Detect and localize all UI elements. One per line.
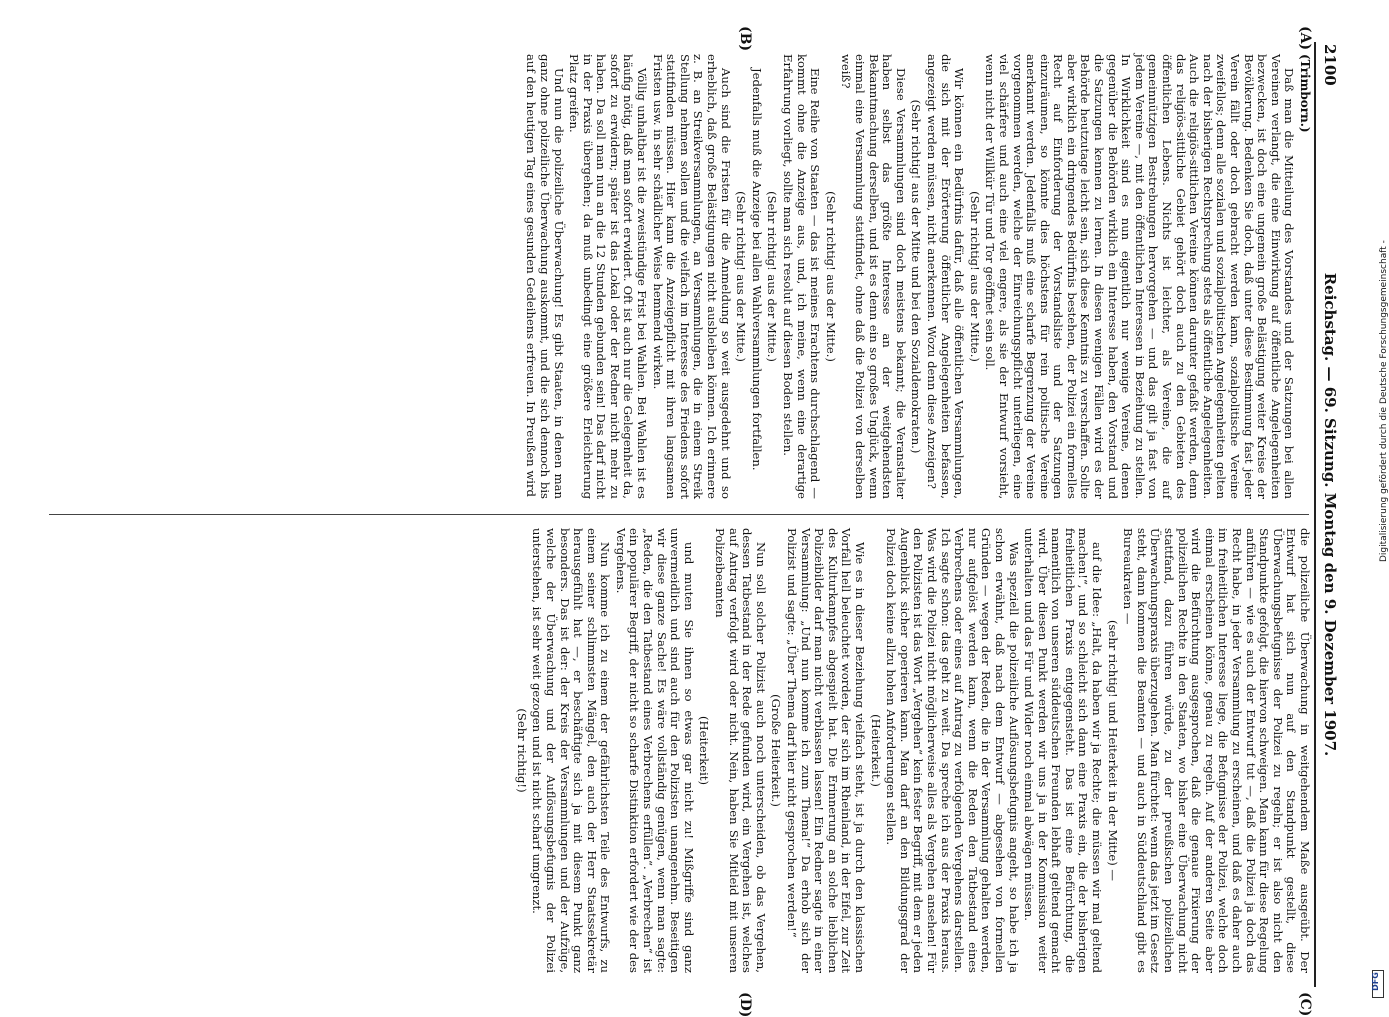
- left-column: [46, 54, 1311, 499]
- header-rule: [1314, 42, 1316, 987]
- interjection: (sehr richtig! und Heiterkeit in der Mitte) —: [1105, 619, 1120, 882]
- digitization-credit: Digitalisierung gefördert durch die Deutsche Forschungsgemeinschaft -: [1379, 240, 1389, 562]
- interjection: (Heiterkeit.): [868, 714, 883, 787]
- interjection: (Sehr richtig!): [514, 708, 529, 793]
- interjection: (Große Heiterkeit.): [769, 694, 784, 807]
- interjection: (Sehr richtig! aus der Mitte und bei den Sozialdemokraten.): [909, 99, 924, 454]
- interjection: (Sehr richtig! aus der Mitte.): [734, 191, 749, 362]
- running-title: Reichstag. — 69. Sitzung. Montag den 9. Dezember 1907.: [1321, 272, 1339, 757]
- interjection: (Sehr richtig! aus der Mitte.): [765, 191, 780, 362]
- dfg-logo: [1372, 970, 1384, 998]
- paragraph: Wie es in dieser Beziehung vielfach steht, ist ja durch den klassischen Vorfall hell beleuchtet worden, der sich im Rheinland, in der Eifel, zur Zeit des Kulturkampfes abgespielt hat. Die Erinnerung an solche lieblichen Polizeibilder darf man nicht verblassen lassen! Ein Redner sagte in einer Versammlung: „Und nun komme ich zum Thema!“ Da erhob sich der Polizist und sagte: „Über Thema darf hier nicht gesprochen werden!“: [785, 528, 867, 973]
- paragraph: Nun soll solcher Polizist auch noch unterscheiden, ob das Vergehen, dessen Tatbestand in der Rede gefunden wird, ein Vergehen ist, welches auf Antrag verfolgt wird oder nicht. Nein, haben Sie Mitleid mit unseren Polizeibeamten: [713, 528, 768, 973]
- margin-marker-d: (D): [737, 992, 753, 1017]
- paragraph: auf die Idee: „Halt, da haben wir ja Rechte; die müssen wir mal geltend machen!“, und so schleicht sich dann eine Praxis ein, die der bisherigen freiheitlichen Praxis entgegensteht. Das ist eine Befürchtung, die namentlich von unseren süddeutschen Freunden lebhaft geltend gemacht wird. Über diesen Punkt werden wir uns ja in der Kommission weiter unterhalten und das Für und Wider noch einmal abwägen müssen.: [1022, 528, 1105, 973]
- scanned-page: [40, 26, 1343, 1017]
- page-number: 2100: [1321, 44, 1339, 86]
- margin-marker-b: (B): [737, 26, 753, 52]
- dfg-logo-text: DFG: [1370, 972, 1380, 991]
- paragraph: Und nun die polizeiliche Überwachung! Es gibt Staaten, in denen man ganz ohne polizeiliche Überwachung auskommt, und die sich dennoch bis auf den heutigen Tag eines gesunden Gedeihens erfreuen. In Preußen wird: [524, 54, 566, 499]
- paragraph: und muten Sie ihnen so etwas gar nicht zu! Mißgriffe sind ganz unvermeidlich und sind auch für den Polizisten unangenehm. Beseitigen wir diese ganze Sache! Es wäre vollständig genügen, wenn man sagte: „Reden, die den Tatbestand eines Verbrechens erfüllen“. „Verbrechen“ ist ein populärer Begriff, der nicht so scharfe Distinktion erfordert wie der des Vergehens.: [613, 528, 696, 973]
- paragraph: Daß man die Mitteilung des Vorstandes und der Satzungen bei allen Vereinen verlangt, die eine Einwirkung auf öffentliche Angelegenheiten bezwecken, ist doch eine ungemein große Belästigung weiter Kreise der Bevölkerung. Bedenken Sie doch, daß unter diese Bestimmung fast jeder Verein fällt oder doch gebracht werden kann, sozialpolitische Vereine zweifellos; denn alle sozialen und sozialpolitischen Angelegenheiten gelten nach der bisherigen Rechtsprechung stets als öffentliche Angelegenheiten. Auch die religiös-sittlichen Vereine können darunter gefaßt werden, denn das religiös-sittliche Gebiet gehört doch auch zu den Gebieten des öffentlichen Lebens. Nichts ist leichter, als Vereine, die auf gemeinnützigen Bestrebungen hervorgehen — und das gilt ja fast von jedem Vereine —, mit den öffentlichen Interessen in Beziehung zu stellen. In Wirklichkeit sind es nun eigentlich nur wenige Vereine, denen gegenüber die Behörden wirklich ein Interesse haben, den Vorstand und die Satzungen kennen zu lernen. In diesen wenigen Fällen wird es der Behörde heutzutage leicht sein, sich diese Kenntnis zu verschaffen. Sollte aber wirklich ein dringendes Bedürfnis bestehen, der Polizei ein formelles Recht auf Einforderung der Vorstandsliste und der Satzungen einzuräumen, so könnte dies höchstens für rein politische Vereine anerkannt werden. Jedenfalls muß eine scharfe Begrenzung der Vereine vorgenommen werden, welche der Einreichungspflicht unterliegen, eine viel schärfere und auch eine viel engere, als sie der Entwurf vorsieht, wenn nicht der Willkür Tür und Tor geöffnet sein soll.: [983, 54, 1297, 499]
- paragraph: Eine Reihe von Staaten — das ist meines Erachtens durchschlagend — kommt ohne die Anzeige aus, und, ich meine, wenn eine derartige Erfahrung vorliegt, sollte man sich resolut auf diesen Boden stellen.: [781, 54, 823, 499]
- paragraph: Wir können ein Bedürfnis dafür, daß alle öffentlichen Versammlungen, die sich mit der Erörterung öffentlicher Angelegenheiten befassen, angezeigt werden müssen, nicht anerkennen. Wozu denn diese Anzeigen?: [924, 54, 967, 499]
- column-divider: [49, 514, 1309, 515]
- paragraph: Nun komme ich zu einem der gefährlichsten Teile des Entwurfs, zu einem seiner schlimmsten Mängel, den auch der Herr Staatssekretär herausgefühlt hat —, er beschäftigte sich ja mit diesem Punkt ganz besonders. Das ist der: der Kreis der Versammlungen und der Aufzüge, welche der Überwachung und der Auflösungsbefugnis der Polizei unterstehen, ist sehr weit gezogen und ist nicht scharf umgrenzt.: [530, 528, 613, 973]
- interjection: (Sehr richtig! aus der Mitte.): [823, 191, 838, 362]
- paragraph: Diese Versammlungen sind doch meistens bekannt; die Veranstalter haben selbst das größte Interesse an der weitgehendsten Bekanntmachung derselben, und ist es denn ein so großes Unglück, wenn einmal eine Versammlung stattfindet, ohne daß die Polizei von derselben weiß?: [839, 54, 908, 499]
- paragraph: Völlig unhaltbar ist die zweistündige Frist bei Wahlen. Bei Wahlen ist es häufig nötig, daß man sofort erwidert. Oft ist auch nur die Gelegenheit da, sofort zu erwidern; später ist das Lokal oder der Redner nicht mehr zu haben. Da soll man nun an die 12 Stunden gebunden sein! Das darf nicht in der Praxis übergehen; da muß unbedingt eine größere Erleichterung Platz greifen.: [567, 54, 650, 499]
- paragraph: Jedenfalls muß die Anzeige bei allen Wahlversammlungen fortfallen.: [749, 68, 764, 471]
- paragraph: Auch sind die Fristen für die Anmeldung so weit ausgedehnt und so erheblich, daß große Belästigungen nicht ausbleiben können. Ich erinnere z. B. an Streikversammlungen, an Versammlungen, die in einem Streik Stellung nehmen sollen und die vielfach im Interesse des Friedens sofort stattfinden müssen. Hier kann die Anzeigepflicht mit ihren langsamen Fristen usw. in sehr schädlicher Weise hemmend wirken.: [650, 54, 733, 499]
- right-column: [46, 528, 1311, 973]
- margin-marker-a: (A): [1297, 26, 1313, 51]
- paragraph: Was speziell die polizeiliche Auflösungsbefugnis angeht, so habe ich ja schon erwähnt, daß nach dem Entwurf — abgesehen von formellen Gründen — wegen der Reden, die in der Versammlung gehalten werden, nur aufgelöst werden kann, wenn die Reden den Tatbestand eines Verbrechens oder eines auf Antrag zu verfolgenden Vergehens darstellen. Ich sagte schon: das geht zu weit. Da spreche ich aus der Praxis heraus. Was wird die Polizei nicht möglicherweise alles als Vergehen ansehen! Für den Polizisten ist das Wort „Vergehen“ kein fester Begriff, mit dem er jeden Augenblick sicher operieren kann. Man darf an den Bildungsgrad der Polizei doch keine allzu hohen Anforderungen stellen.: [884, 528, 1021, 973]
- paragraph: die polizeiliche Überwachung in weitgehendem Maße ausgeübt. Der Entwurf hat sich nun auf den Standpunkt gestellt, diese Überwachungsbefugnisse der Polizei zu regeln; er ist also nicht den Standpunkte gefolgt, die hiervon schweigen. Man kann für diese Regelung anführen — wie es auch der Entwurf tut —, daß die Polizei ja doch das Recht habe, in jeder Versammlung zu erscheinen, und daß es daher auch im freiheitlichen Interesse liege, die Befugnisse der Polizei, welche doch einmal erscheinen könne, genau zu regeln. Auf der anderen Seite aber wird die Befürchtung ausgesprochen, daß die genaue Fixierung der polizeilichen Rechte in den Staaten, wo bisher eine Überwachung nicht stattfand, dazu führen würde, zu der preußischen polizeilichen Überwachungspraxis überzugehen. Man fürchtet: wenn das jetzt im Gesetz steht, dann kommen die Beamten — und auch in Süddeutschland gibt es Bureaukraten —: [1121, 528, 1312, 973]
- interjection: (Heiterkeit): [697, 715, 712, 786]
- page-header: [1317, 42, 1343, 987]
- margin-marker-c: (C): [1297, 992, 1313, 1017]
- speaker-name: (Trimborn.): [1298, 54, 1312, 133]
- interjection: (Sehr richtig! aus der Mitte.): [967, 191, 982, 362]
